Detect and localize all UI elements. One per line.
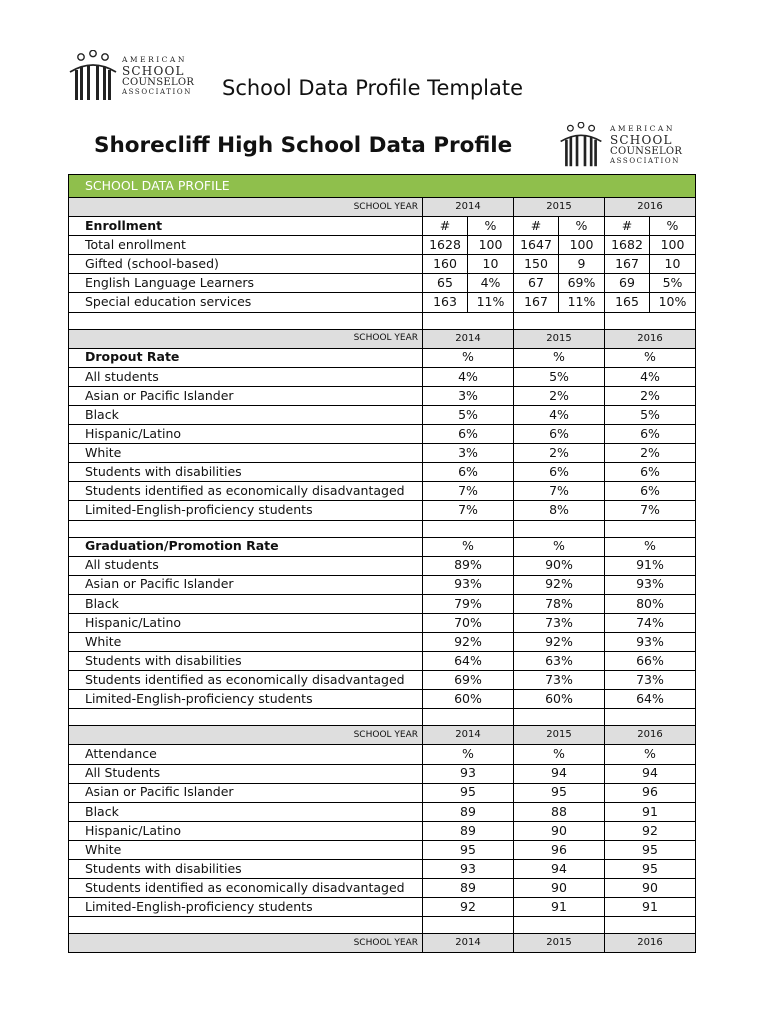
year-cell: 2014 [423,198,514,217]
data-cell: 94 [605,764,696,783]
data-cell: 93% [605,575,696,594]
blank-cell [423,917,514,934]
table-row [69,879,696,898]
data-cell: 64% [423,652,514,671]
row-label: Black [69,594,423,613]
data-cell: 160 [423,255,468,274]
data-cell: 92% [423,632,514,651]
logo-line-4: ASSOCIATION [122,87,192,96]
graduation-header-row [69,537,696,556]
data-cell: 95 [514,783,605,802]
table-row [69,236,696,255]
row-label: White [69,632,423,651]
data-cell: 11% [468,293,514,312]
data-cell: 2% [605,386,696,405]
row-label: Black [69,405,423,424]
school-year-row [69,198,696,217]
spacer-row [69,312,696,329]
logo-wordmark [610,125,682,165]
row-label: Asian or Pacific Islander [69,386,423,405]
data-cell: 2% [514,444,605,463]
year-cell: 2015 [514,934,605,953]
row-label: White [69,840,423,859]
data-cell: 90% [514,556,605,575]
data-cell: 73% [605,671,696,690]
data-cell: 8% [514,501,605,520]
logo-wordmark [122,56,194,96]
row-label: Gifted (school-based) [69,255,423,274]
table-row [69,652,696,671]
data-cell: 89 [423,821,514,840]
data-cell: 94 [514,764,605,783]
school-data-table [68,174,696,953]
data-cell: 6% [423,425,514,444]
logo-line-2: SCHOOL [122,63,185,78]
data-cell: 92 [605,821,696,840]
profile-title: Shorecliff High School Data Profile [94,133,513,158]
blank-cell [423,709,514,726]
school-year-label: SCHOOL YEAR [69,934,423,953]
data-cell: 1647 [514,236,559,255]
year-cell: 2014 [423,934,514,953]
table-row [69,274,696,293]
column-subheader: % [514,348,605,367]
asca-people-icon [556,122,606,168]
column-subheader: # [514,217,559,236]
data-cell: 1682 [605,236,650,255]
attendance-header-row [69,745,696,764]
table-row [69,501,696,520]
blank-cell [514,709,605,726]
data-cell: 100 [468,236,514,255]
data-cell: 5% [514,367,605,386]
section-heading: Attendance [69,745,423,764]
row-label: Hispanic/Latino [69,613,423,632]
data-cell: 5% [423,405,514,424]
data-cell: 6% [605,463,696,482]
data-cell: 6% [605,425,696,444]
data-cell: 7% [514,482,605,501]
row-label: English Language Learners [69,274,423,293]
row-label: All Students [69,764,423,783]
school-year-label: SCHOOL YEAR [69,198,423,217]
row-label: Total enrollment [69,236,423,255]
row-label: Asian or Pacific Islander [69,783,423,802]
row-label: Students with disabilities [69,463,423,482]
spacer-row [69,520,696,537]
data-cell: 69 [605,274,650,293]
blank-cell [514,520,605,537]
school-year-row [69,934,696,953]
data-cell: 89 [423,802,514,821]
table-row [69,556,696,575]
blank-cell [69,709,423,726]
blank-cell [69,520,423,537]
asca-logo [68,50,194,102]
logo-line-1: AMERICAN [610,124,675,134]
section-band: SCHOOL DATA PROFILE [69,175,696,198]
data-cell: 6% [514,463,605,482]
table-row [69,613,696,632]
data-cell: 10 [468,255,514,274]
data-cell: 89% [423,556,514,575]
table-row [69,783,696,802]
row-label: Students identified as economically disadvantaged [69,671,423,690]
document-title: School Data Profile Template [222,76,524,100]
column-subheader: % [559,217,605,236]
table-row [69,255,696,274]
data-cell: 78% [514,594,605,613]
blank-cell [514,312,605,329]
table-row [69,575,696,594]
row-label: Limited-English-proficiency students [69,898,423,917]
data-cell: 3% [423,386,514,405]
year-cell: 2015 [514,198,605,217]
data-cell: 6% [605,482,696,501]
data-cell: 3% [423,444,514,463]
data-cell: 65 [423,274,468,293]
year-cell: 2016 [605,329,696,348]
section-heading: Graduation/Promotion Rate [69,537,423,556]
logo-line-2: SCHOOL [610,132,673,147]
table-row [69,425,696,444]
column-subheader: % [423,745,514,764]
data-cell: 95 [605,840,696,859]
data-cell: 91% [605,556,696,575]
data-cell: 92 [423,898,514,917]
data-cell: 9 [559,255,605,274]
data-cell: 7% [605,501,696,520]
data-cell: 7% [423,501,514,520]
row-label: Limited-English-proficiency students [69,690,423,709]
data-cell: 69% [423,671,514,690]
school-year-label: SCHOOL YEAR [69,329,423,348]
enrollment-header-row [69,217,696,236]
table-row [69,594,696,613]
blank-cell [69,312,423,329]
data-cell: 95 [423,840,514,859]
data-cell: 100 [559,236,605,255]
asca-logo-secondary [556,122,682,168]
row-label: Asian or Pacific Islander [69,575,423,594]
column-subheader: % [514,745,605,764]
data-cell: 10 [650,255,696,274]
data-cell: 91 [605,802,696,821]
data-cell: 4% [423,367,514,386]
data-cell: 91 [514,898,605,917]
data-cell: 2% [514,386,605,405]
data-cell: 4% [605,367,696,386]
data-cell: 67 [514,274,559,293]
table-row [69,463,696,482]
table-row [69,840,696,859]
year-cell: 2014 [423,726,514,745]
blank-cell [605,520,696,537]
data-cell: 63% [514,652,605,671]
table-row [69,405,696,424]
table-row [69,821,696,840]
year-cell: 2016 [605,198,696,217]
table-row [69,386,696,405]
data-cell: 95 [423,783,514,802]
table-row [69,764,696,783]
table-row [69,690,696,709]
data-cell: 79% [423,594,514,613]
data-cell: 90 [605,879,696,898]
blank-cell [605,312,696,329]
column-subheader: % [423,348,514,367]
data-cell: 73% [514,613,605,632]
data-cell: 93 [423,764,514,783]
row-label: Students identified as economically disadvantaged [69,879,423,898]
data-cell: 64% [605,690,696,709]
row-label: Hispanic/Latino [69,821,423,840]
table-row [69,671,696,690]
data-cell: 92% [514,575,605,594]
blank-cell [423,520,514,537]
school-year-row [69,329,696,348]
logo-line-4: ASSOCIATION [610,156,680,165]
data-cell: 5% [605,405,696,424]
data-cell: 7% [423,482,514,501]
table-row [69,860,696,879]
data-cell: 90 [514,879,605,898]
year-cell: 2014 [423,329,514,348]
column-subheader: % [423,537,514,556]
row-label: Students with disabilities [69,860,423,879]
blank-cell [514,917,605,934]
blank-cell [605,709,696,726]
year-cell: 2016 [605,726,696,745]
row-label: Hispanic/Latino [69,425,423,444]
blank-cell [605,917,696,934]
data-cell: 70% [423,613,514,632]
spacer-row [69,917,696,934]
data-cell: 91 [605,898,696,917]
data-cell: 93 [423,860,514,879]
logo-line-3: COUNSELOR [610,145,683,157]
year-cell: 2015 [514,726,605,745]
data-cell: 69% [559,274,605,293]
row-label: Limited-English-proficiency students [69,501,423,520]
table-row [69,632,696,651]
table-row [69,293,696,312]
data-cell: 5% [650,274,696,293]
data-cell: 167 [605,255,650,274]
data-cell: 96 [605,783,696,802]
data-cell: 80% [605,594,696,613]
column-subheader: % [605,537,696,556]
column-subheader: % [514,537,605,556]
data-cell: 150 [514,255,559,274]
data-cell: 74% [605,613,696,632]
asca-people-icon [68,50,118,102]
data-cell: 6% [423,463,514,482]
data-cell: 2% [605,444,696,463]
school-year-row [69,726,696,745]
row-label: Students with disabilities [69,652,423,671]
data-cell: 92% [514,632,605,651]
data-cell: 95 [605,860,696,879]
data-cell: 66% [605,652,696,671]
data-cell: 165 [605,293,650,312]
column-subheader: % [605,348,696,367]
data-cell: 163 [423,293,468,312]
data-cell: 60% [423,690,514,709]
row-label: Black [69,802,423,821]
data-cell: 90 [514,821,605,840]
table-row [69,482,696,501]
data-cell: 93% [423,575,514,594]
table-row [69,898,696,917]
column-subheader: % [605,745,696,764]
data-cell: 93% [605,632,696,651]
section-heading: Dropout Rate [69,348,423,367]
school-year-label: SCHOOL YEAR [69,726,423,745]
data-cell: 4% [468,274,514,293]
data-cell: 88 [514,802,605,821]
data-cell: 60% [514,690,605,709]
logo-line-3: COUNSELOR [122,76,195,88]
spacer-row [69,709,696,726]
row-label: All students [69,367,423,386]
column-subheader: % [468,217,514,236]
table-row [69,802,696,821]
data-cell: 1628 [423,236,468,255]
year-cell: 2016 [605,934,696,953]
data-cell: 6% [514,425,605,444]
dropout-header-row [69,348,696,367]
row-label: Students identified as economically disadvantaged [69,482,423,501]
row-label: White [69,444,423,463]
row-label: Special education services [69,293,423,312]
table-row [69,444,696,463]
column-subheader: # [423,217,468,236]
data-cell: 10% [650,293,696,312]
data-cell: 167 [514,293,559,312]
column-subheader: % [650,217,696,236]
data-cell: 11% [559,293,605,312]
logo-line-1: AMERICAN [122,55,187,65]
data-cell: 4% [514,405,605,424]
data-cell: 73% [514,671,605,690]
section-heading: Enrollment [69,217,423,236]
blank-cell [423,312,514,329]
blank-cell [69,917,423,934]
data-cell: 89 [423,879,514,898]
data-cell: 94 [514,860,605,879]
data-cell: 100 [650,236,696,255]
data-cell: 96 [514,840,605,859]
table-row [69,367,696,386]
year-cell: 2015 [514,329,605,348]
row-label: All students [69,556,423,575]
column-subheader: # [605,217,650,236]
